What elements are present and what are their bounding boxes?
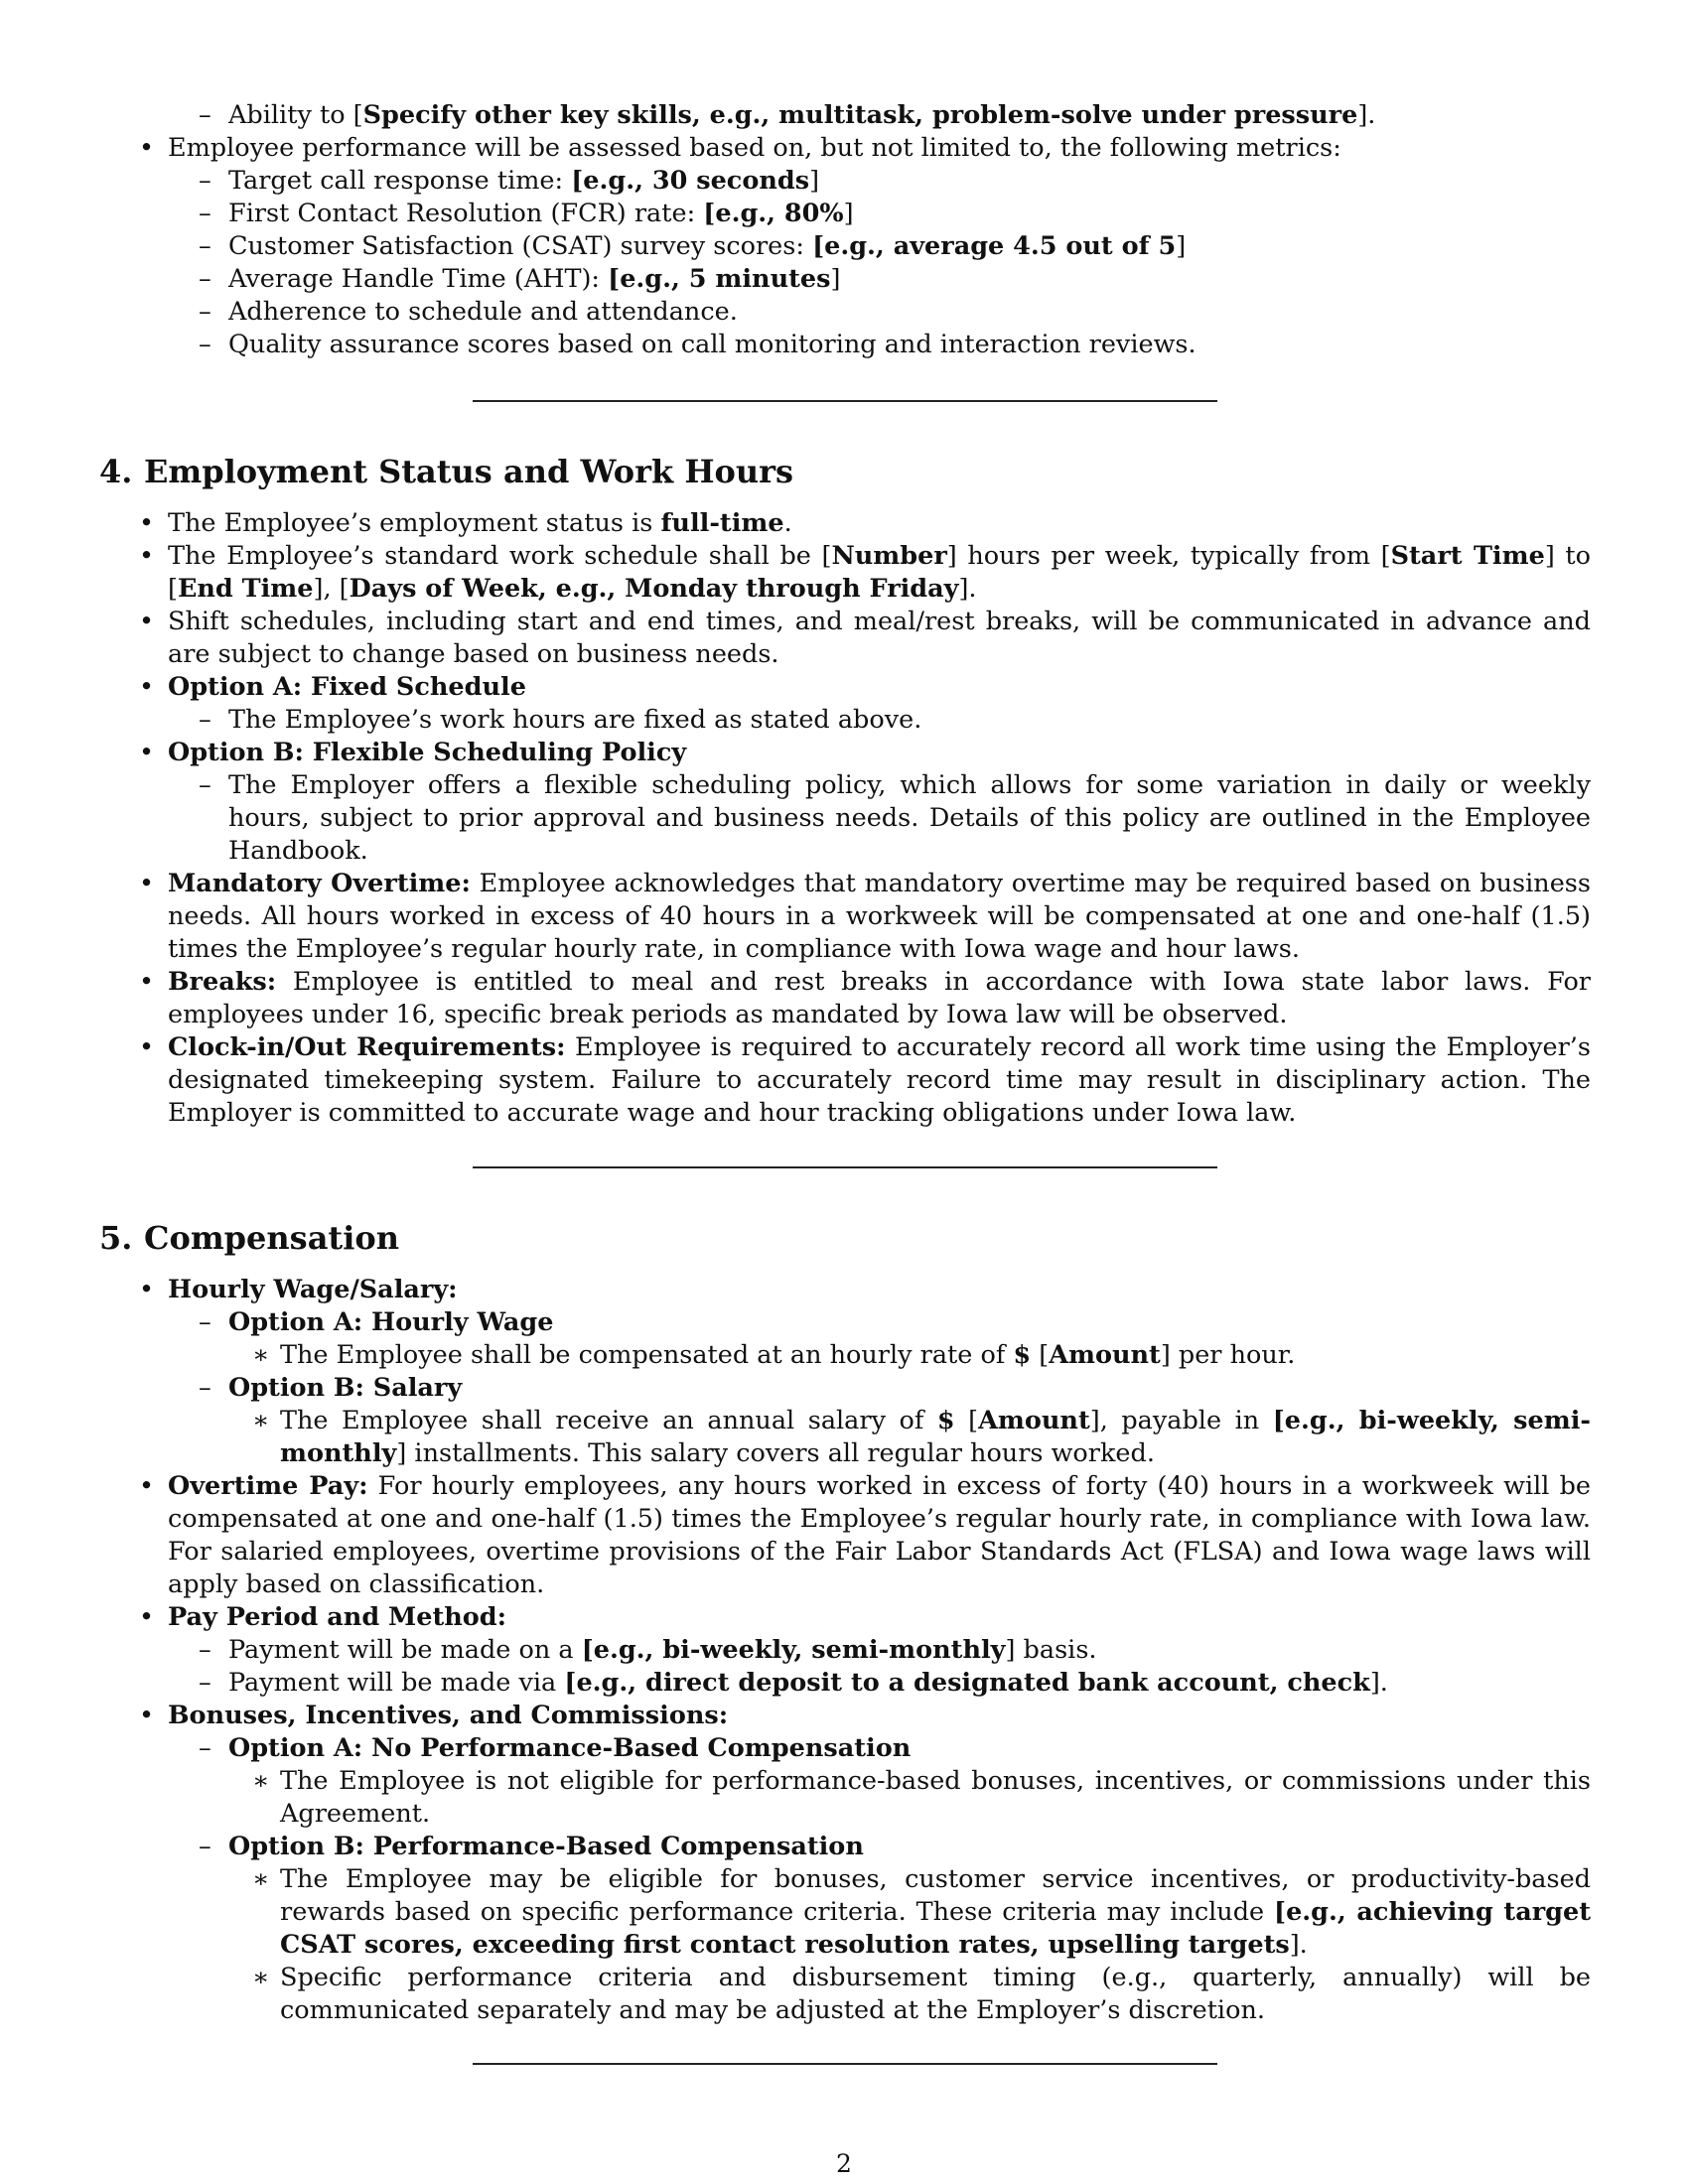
page-content [99,99,1591,2065]
list-item: • Hourly Wage/Salary: [99,1274,1591,1306]
list-item: • Option A: Fixed Schedule [99,671,1591,704]
section-heading: 5. Compensation [99,1219,399,1257]
list-item: • Mandatory Overtime: Employee acknowledges that mandatory overtime may be required based on business needs. All hours worked in excess of 40 hours in a workweek will be compensated at one and one-half (1.5) times the Employee’s regular hourly rate, in compliance with Iowa wage and hour laws. [99,868,1591,966]
list-item: • Breaks: Employee is entitled to meal and rest breaks in accordance with Iowa state labor laws. For employees under 16, specific break periods as mandated by Iowa law will be observed. [99,966,1591,1031]
list-item: – Payment will be made via [e.g., direct deposit to a designated bank account, check]. [99,1667,1591,1700]
list-item: – Ability to [Specify other key skills, e.g., multitask, problem-solve under pressure]. [99,99,1591,132]
list-item: • Option B: Flexible Scheduling Policy [99,737,1591,769]
metric-item: – Average Handle Time (AHT): [e.g., 5 minutes] [99,263,1591,296]
list-item: – Option A: No Performance-Based Compensation [99,1732,1591,1765]
section-divider [473,1166,1217,1168]
list-item: • The Employee’s employment status is full-time. [99,507,1591,540]
list-item: – Payment will be made on a [e.g., bi-weekly, semi-monthly] basis. [99,1634,1591,1667]
list-item: – The Employee’s work hours are fixed as stated above. [99,704,1591,737]
list-item: • Employee performance will be assessed based on, but not limited to, the following metrics: [99,132,1591,165]
list-item: ∗ Specific performance criteria and disbursement timing (e.g., quarterly, annually) will be communicated separately and may be adjusted at the Employer’s discretion. [99,1962,1591,2027]
metric-item: – Target call response time: [e.g., 30 seconds] [99,165,1591,198]
metric-item: – First Contact Resolution (FCR) rate: [e.g., 80%] [99,198,1591,230]
list-item: • Bonuses, Incentives, and Commissions: [99,1700,1591,1732]
section-heading: 4. Employment Status and Work Hours [99,453,794,490]
list-item: – Option B: Performance-Based Compensation [99,1831,1591,1863]
list-item: – Option A: Hourly Wage [99,1306,1591,1339]
page-number: 2 [836,2149,852,2178]
list-item: ∗ The Employee shall receive an annual salary of $ [Amount], payable in [e.g., bi-weekly, semi-monthly] installments. This salary covers all regular hours worked. [99,1405,1591,1470]
list-item: ∗ The Employee shall be compensated at an hourly rate of $ [Amount] per hour. [99,1339,1591,1372]
section-divider [473,2063,1217,2065]
list-item: ∗ The Employee may be eligible for bonuses, customer service incentives, or productivity-based rewards based on specific performance criteria. These criteria may include [e.g., achieving target CSAT scores, exceeding first contact resolution rates, upselling targets]. [99,1863,1591,1962]
list-item: • Shift schedules, including start and end times, and meal/rest breaks, will be communicated in advance and are subject to change based on business needs. [99,606,1591,671]
section-divider [473,400,1217,402]
list-item: – The Employer offers a flexible scheduling policy, which allows for some variation in daily or weekly hours, subject to prior approval and business needs. Details of this policy are outlined in the Employee Handbook. [99,769,1591,868]
list-item: • The Employee’s standard work schedule shall be [Number] hours per week, typically from [Start Time] to [End Time], [Days of Week, e.g., Monday through Friday]. [99,540,1591,606]
list-item: – Option B: Salary [99,1372,1591,1405]
metric-item: – Customer Satisfaction (CSAT) survey scores: [e.g., average 4.5 out of 5] [99,230,1591,263]
list-item: • Pay Period and Method: [99,1601,1591,1634]
list-item: • Clock-in/Out Requirements: Employee is required to accurately record all work time using the Employer’s designated timekeeping system. Failure to accurately record time may result in disciplinary action. The Employer is committed to accurate wage and hour tracking obligations under Iowa law. [99,1031,1591,1130]
metric-item: – Quality assurance scores based on call monitoring and interaction reviews. [99,329,1591,361]
metric-item: – Adherence to schedule and attendance. [99,296,1591,329]
list-item: ∗ The Employee is not eligible for performance-based bonuses, incentives, or commissions under this Agreement. [99,1765,1591,1831]
list-item: • Overtime Pay: For hourly employees, any hours worked in excess of forty (40) hours in a workweek will be compensated at one and one-half (1.5) times the Employee’s regular hourly rate, in compliance with Iowa law. For salaried employees, overtime provisions of the Fair Labor Standards Act (FLSA) and Iowa wage laws will apply based on classification. [99,1470,1591,1601]
